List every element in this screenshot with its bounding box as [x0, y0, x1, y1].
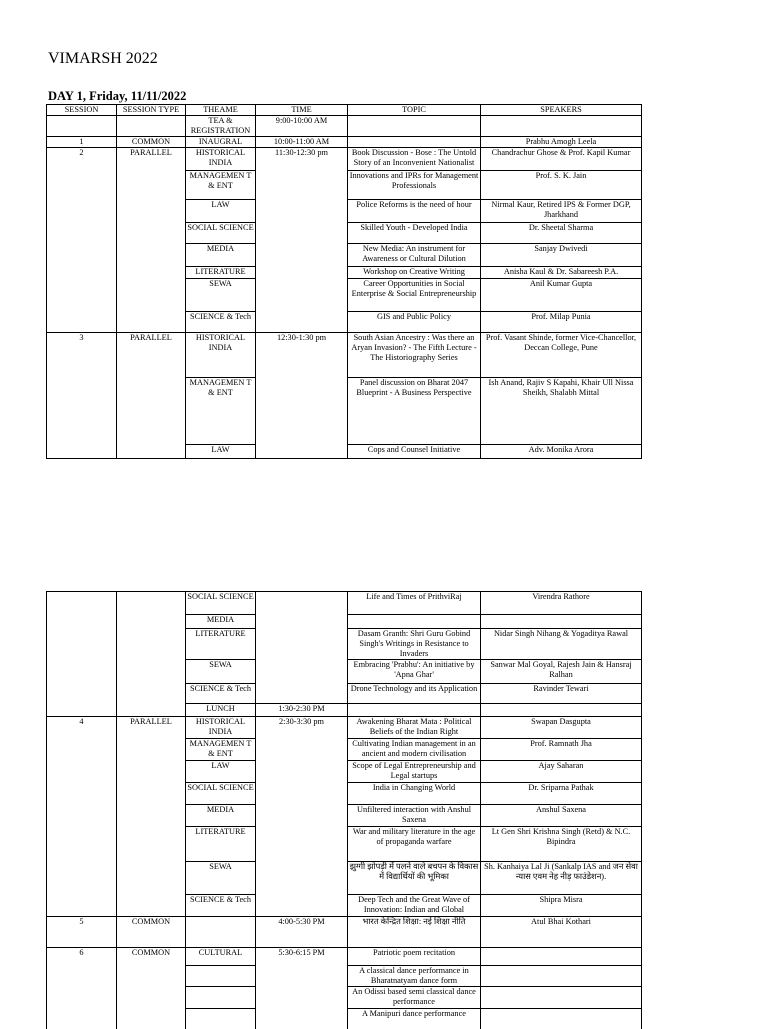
cell-session	[47, 171, 117, 200]
cell-session	[47, 592, 117, 615]
table-row	[47, 717, 642, 739]
cell-speakers: Anil Kumar Gupta	[481, 279, 642, 312]
cell-session-type	[117, 862, 186, 895]
cell-session-type	[117, 783, 186, 805]
cell-session-type	[117, 805, 186, 827]
cell-time	[256, 895, 348, 917]
cell-time	[256, 267, 348, 279]
cell-speakers	[481, 966, 642, 987]
cell-theme: CULTURAL	[186, 948, 256, 966]
cell-session: 4	[47, 717, 117, 739]
cell-session-type	[117, 279, 186, 312]
cell-time	[256, 445, 348, 459]
table-row	[47, 862, 642, 895]
cell-session: 2	[47, 148, 117, 171]
cell-session-type: PARALLEL	[117, 717, 186, 739]
cell-speakers: Shipra Misra	[481, 895, 642, 917]
cell-speakers: Ish Anand, Rajiv S Kapahi, Khair Ull Nissa Sheikh, Shalabh Mittal	[481, 378, 642, 445]
cell-speakers: Sanjay Dwivedi	[481, 244, 642, 267]
cell-time	[256, 592, 348, 615]
cell-speakers: Adv. Monika Arora	[481, 445, 642, 459]
cell-theme: SEWA	[186, 862, 256, 895]
cell-session-type	[117, 987, 186, 1009]
cell-theme: SEWA	[186, 279, 256, 312]
cell-session	[47, 244, 117, 267]
cell-session-type	[117, 761, 186, 783]
cell-session-type: COMMON	[117, 137, 186, 148]
cell-time	[256, 378, 348, 445]
cell-time	[256, 783, 348, 805]
cell-session	[47, 279, 117, 312]
cell-topic: Dasam Granth: Shri Guru Gobind Singh's Writings in Resistance to Invaders	[348, 629, 481, 660]
cell-session-type	[117, 223, 186, 244]
cell-topic	[348, 137, 481, 148]
cell-time	[256, 966, 348, 987]
table-row	[47, 445, 642, 459]
cell-theme: MANAGEMEN T & ENT	[186, 171, 256, 200]
cell-speakers: Dr. Sheetal Sharma	[481, 223, 642, 244]
cell-session	[47, 895, 117, 917]
cell-session-type	[117, 244, 186, 267]
cell-topic: An Odissi based semi classical dance performance	[348, 987, 481, 1009]
cell-topic: Cultivating Indian management in an ancient and modern civilisation	[348, 739, 481, 761]
cell-time: 12:30-1:30 pm	[256, 333, 348, 378]
cell-session-type	[117, 445, 186, 459]
cell-speakers	[481, 615, 642, 629]
cell-theme	[186, 917, 256, 948]
cell-session	[47, 445, 117, 459]
cell-speakers: Dr. Sriparna Pathak	[481, 783, 642, 805]
cell-session-type	[117, 378, 186, 445]
cell-session-type	[117, 895, 186, 917]
cell-topic: Skilled Youth - Developed India	[348, 223, 481, 244]
cell-session-type: COMMON	[117, 948, 186, 966]
cell-session: 5	[47, 917, 117, 948]
cell-time	[256, 171, 348, 200]
cell-theme: LITERATURE	[186, 629, 256, 660]
cell-speakers: Swapan Dasgupta	[481, 717, 642, 739]
header-time: TIME	[256, 105, 348, 116]
cell-theme: HISTORICAL INDIA	[186, 148, 256, 171]
cell-theme: SOCIAL SCIENCE	[186, 783, 256, 805]
cell-session-type	[117, 312, 186, 333]
cell-theme: SOCIAL SCIENCE	[186, 592, 256, 615]
cell-topic: Scope of Legal Entrepreneurship and Legal startups	[348, 761, 481, 783]
cell-theme: MEDIA	[186, 805, 256, 827]
table-row	[47, 895, 642, 917]
cell-topic: Police Reforms is the need of hour	[348, 200, 481, 223]
cell-theme: INAUGRAL	[186, 137, 256, 148]
cell-theme: MEDIA	[186, 244, 256, 267]
cell-topic: South Asian Ancestry : Was there an Aryan Invasion? - The Fifth Lecture - The Historiography Series	[348, 333, 481, 378]
cell-theme: SCIENCE & Tech	[186, 312, 256, 333]
cell-theme	[186, 966, 256, 987]
cell-time: 11:30-12:30 pm	[256, 148, 348, 171]
cell-theme: LUNCH	[186, 704, 256, 717]
cell-session	[47, 684, 117, 704]
table-row	[47, 116, 642, 137]
cell-session: 3	[47, 333, 117, 378]
cell-time: 10:00-11:00 AM	[256, 137, 348, 148]
cell-session	[47, 827, 117, 862]
cell-topic: Unfiltered interaction with Anshul Saxena	[348, 805, 481, 827]
cell-theme: LAW	[186, 200, 256, 223]
cell-speakers: Ravinder Tewari	[481, 684, 642, 704]
cell-speakers	[481, 948, 642, 966]
table-row	[47, 917, 642, 948]
cell-time	[256, 805, 348, 827]
cell-speakers: Prof. Ramnath Jha	[481, 739, 642, 761]
table-row	[47, 171, 642, 200]
header-topic: TOPIC	[348, 105, 481, 116]
table-row	[47, 660, 642, 684]
cell-time	[256, 223, 348, 244]
cell-time: 2:30-3:30 pm	[256, 717, 348, 739]
cell-session	[47, 761, 117, 783]
cell-session-type: PARALLEL	[117, 148, 186, 171]
table-row	[47, 1009, 642, 1029]
header-row	[47, 105, 642, 116]
cell-topic	[348, 116, 481, 137]
cell-time	[256, 739, 348, 761]
cell-session-type	[117, 660, 186, 684]
cell-session-type	[117, 739, 186, 761]
table-row	[47, 739, 642, 761]
cell-session	[47, 660, 117, 684]
cell-session-type	[117, 684, 186, 704]
cell-time	[256, 629, 348, 660]
cell-session	[47, 223, 117, 244]
cell-speakers: Nirmal Kaur, Retired IPS & Former DGP, Jharkhand	[481, 200, 642, 223]
cell-session	[47, 615, 117, 629]
cell-topic	[348, 615, 481, 629]
cell-speakers: Sanwar Mal Goyal, Rajesh Jain & Hansraj Ralhan	[481, 660, 642, 684]
cell-session-type	[117, 267, 186, 279]
cell-speakers: Prof. Milap Punia	[481, 312, 642, 333]
cell-time	[256, 761, 348, 783]
cell-speakers: Anisha Kaul & Dr. Sabareesh P.A.	[481, 267, 642, 279]
schedule-table-part-2	[46, 591, 642, 1029]
cell-time	[256, 987, 348, 1009]
cell-theme: TEA & REGISTRATION	[186, 116, 256, 137]
cell-topic: Book Discussion - Bose : The Untold Story of an Inconvenient Nationalist	[348, 148, 481, 171]
cell-speakers: Prabhu Amogh Leela	[481, 137, 642, 148]
cell-theme	[186, 987, 256, 1009]
cell-topic: A classical dance performance in Bharatnatyam dance form	[348, 966, 481, 987]
cell-topic: New Media: An instrument for Awareness or Cultural Dilution	[348, 244, 481, 267]
cell-theme: LAW	[186, 445, 256, 459]
cell-speakers: Ajay Saharan	[481, 761, 642, 783]
table-row	[47, 223, 642, 244]
cell-theme: MANAGEMEN T & ENT	[186, 739, 256, 761]
cell-session-type	[117, 592, 186, 615]
cell-session-type	[117, 1009, 186, 1029]
cell-session	[47, 378, 117, 445]
cell-topic: Workshop on Creative Writing	[348, 267, 481, 279]
cell-topic: Panel discussion on Bharat 2047 Blueprint - A Business Perspective	[348, 378, 481, 445]
cell-theme: HISTORICAL INDIA	[186, 333, 256, 378]
cell-time	[256, 660, 348, 684]
cell-speakers: Anshul Saxena	[481, 805, 642, 827]
cell-time	[256, 244, 348, 267]
cell-time	[256, 827, 348, 862]
table-row	[47, 805, 642, 827]
table-row	[47, 704, 642, 717]
cell-theme: HISTORICAL INDIA	[186, 717, 256, 739]
cell-topic: Innovations and IPRs for Management Professionals	[348, 171, 481, 200]
cell-session	[47, 629, 117, 660]
table-row	[47, 267, 642, 279]
cell-speakers: Nidar Singh Nihang & Yogaditya Rawal	[481, 629, 642, 660]
cell-time	[256, 200, 348, 223]
cell-theme: SCIENCE & Tech	[186, 684, 256, 704]
header-session: SESSION	[47, 105, 117, 116]
cell-session-type	[117, 966, 186, 987]
cell-session-type	[117, 615, 186, 629]
cell-session	[47, 312, 117, 333]
cell-topic: Drone Technology and its Application	[348, 684, 481, 704]
cell-session	[47, 862, 117, 895]
cell-speakers	[481, 987, 642, 1009]
cell-theme: LAW	[186, 761, 256, 783]
table-row	[47, 987, 642, 1009]
cell-time	[256, 615, 348, 629]
cell-time	[256, 279, 348, 312]
cell-time	[256, 684, 348, 704]
cell-time: 9:00-10:00 AM	[256, 116, 348, 137]
cell-theme: LITERATURE	[186, 827, 256, 862]
cell-session	[47, 267, 117, 279]
cell-topic: भारत केन्द्रित शिक्षा: नई शिक्षा नीति	[348, 917, 481, 948]
cell-topic	[348, 704, 481, 717]
cell-session-type	[117, 116, 186, 137]
cell-speakers	[481, 704, 642, 717]
cell-session	[47, 200, 117, 223]
document-title: VIMARSH 2022	[48, 50, 158, 67]
cell-topic: Cops and Counsel Initiative	[348, 445, 481, 459]
cell-speakers: Lt Gen Shri Krishna Singh (Retd) & N.C. Bipindra	[481, 827, 642, 862]
cell-session	[47, 116, 117, 137]
cell-theme: LITERATURE	[186, 267, 256, 279]
cell-topic: झुग्गी झोपड़ी में पलने वाले बचपन के विकास में विद्यार्थियों की भूमिका	[348, 862, 481, 895]
table-row	[47, 966, 642, 987]
cell-speakers: Chandrachur Ghose & Prof. Kapil Kumar	[481, 148, 642, 171]
cell-speakers: Sh. Kanhaiya Lal Ji (Sankalp IAS and जन सेवा न्यास एवम नेह नीड़ फाउंडेशन).	[481, 862, 642, 895]
cell-topic: Deep Tech and the Great Wave of Innovation: Indian and Global	[348, 895, 481, 917]
cell-speakers	[481, 1009, 642, 1029]
cell-session-type	[117, 200, 186, 223]
table-row	[47, 592, 642, 615]
table-row	[47, 783, 642, 805]
cell-session-type	[117, 827, 186, 862]
table-row	[47, 137, 642, 148]
cell-session: 6	[47, 948, 117, 966]
cell-session	[47, 966, 117, 987]
table-row	[47, 312, 642, 333]
header-theme: THEAME	[186, 105, 256, 116]
cell-session	[47, 805, 117, 827]
table-row	[47, 333, 642, 378]
table-row	[47, 761, 642, 783]
cell-speakers: Virendra Rathore	[481, 592, 642, 615]
cell-time	[256, 1009, 348, 1029]
cell-topic: GIS and Public Policy	[348, 312, 481, 333]
cell-time: 1:30-2:30 PM	[256, 704, 348, 717]
table-row	[47, 629, 642, 660]
cell-session: 1	[47, 137, 117, 148]
cell-speakers: Prof. S. K. Jain	[481, 171, 642, 200]
cell-theme: MEDIA	[186, 615, 256, 629]
cell-speakers: Atul Bhai Kothari	[481, 917, 642, 948]
cell-session	[47, 783, 117, 805]
table-row	[47, 244, 642, 267]
cell-topic: Life and Times of PrithviRaj	[348, 592, 481, 615]
cell-speakers: Prof. Vasant Shinde, former Vice-Chancellor, Deccan College, Pune	[481, 333, 642, 378]
cell-topic: War and military literature in the age of propaganda warfare	[348, 827, 481, 862]
cell-time: 5:30-6:15 PM	[256, 948, 348, 966]
day-heading: DAY 1, Friday, 11/11/2022	[48, 89, 187, 103]
cell-theme: SCIENCE & Tech	[186, 895, 256, 917]
cell-topic: Career Opportunities in Social Enterprise & Social Entrepreneurship	[348, 279, 481, 312]
header-session-type: SESSION TYPE	[117, 105, 186, 116]
table-row	[47, 279, 642, 312]
table-row	[47, 148, 642, 171]
cell-topic: Awakening Bharat Mata : Political Beliefs of the Indian Right	[348, 717, 481, 739]
cell-topic: India in Changing World	[348, 783, 481, 805]
cell-time: 4:00-5:30 PM	[256, 917, 348, 948]
table-row	[47, 200, 642, 223]
cell-session	[47, 1009, 117, 1029]
cell-speakers	[481, 116, 642, 137]
cell-session-type	[117, 629, 186, 660]
cell-session-type: PARALLEL	[117, 333, 186, 378]
cell-time	[256, 862, 348, 895]
cell-theme: SEWA	[186, 660, 256, 684]
cell-session	[47, 987, 117, 1009]
cell-session	[47, 739, 117, 761]
cell-topic: A Manipuri dance performance	[348, 1009, 481, 1029]
table-row	[47, 615, 642, 629]
schedule-table-part-1	[46, 104, 642, 459]
cell-session-type	[117, 171, 186, 200]
cell-theme: MANAGEMEN T & ENT	[186, 378, 256, 445]
table-row	[47, 378, 642, 445]
table-row	[47, 827, 642, 862]
cell-topic: Embracing 'Prabhu': An initiative by 'Apna Ghar'	[348, 660, 481, 684]
cell-topic: Patriotic poem recitation	[348, 948, 481, 966]
cell-theme	[186, 1009, 256, 1029]
table-row	[47, 684, 642, 704]
cell-session	[47, 704, 117, 717]
table-row	[47, 948, 642, 966]
cell-session-type	[117, 704, 186, 717]
cell-session-type: COMMON	[117, 917, 186, 948]
cell-time	[256, 312, 348, 333]
header-speakers: SPEAKERS	[481, 105, 642, 116]
cell-theme: SOCIAL SCIENCE	[186, 223, 256, 244]
